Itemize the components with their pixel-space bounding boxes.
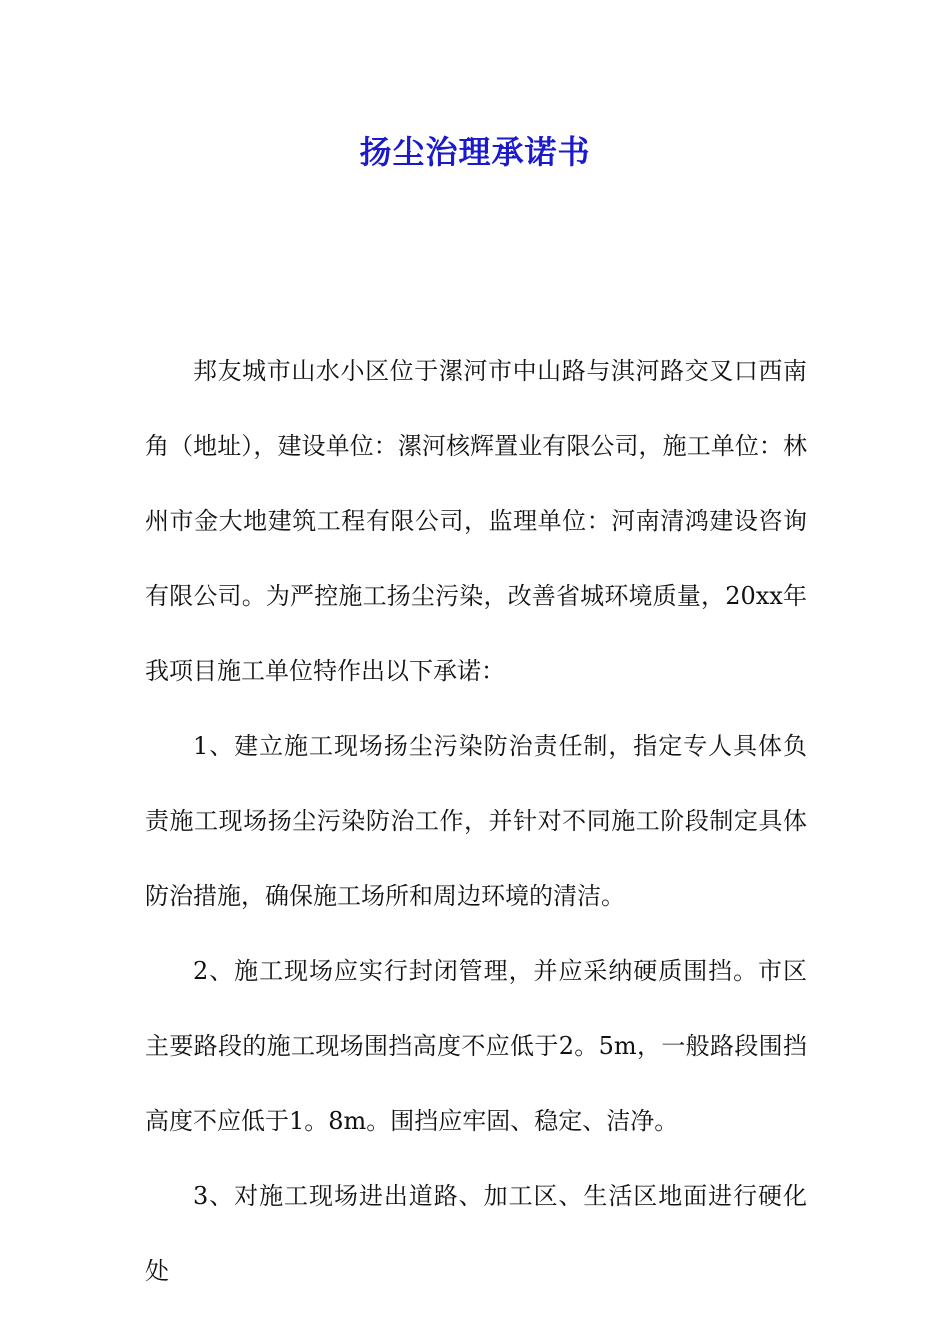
document-body xyxy=(145,334,807,1309)
paragraph-item-1: 1、建立施工现场扬尘污染防治责任制，指定专人具体负责施工现场扬尘污染防治工作，并针对不同施工阶段制定具体防治措施，确保施工场所和周边环境的清洁。 xyxy=(145,732,807,910)
paragraph-item-2: 2、施工现场应实行封闭管理，并应采纳硬质围挡。市区主要路段的施工现场围挡高度不应低于2。5m，一般路段围挡高度不应低于1。8m。围挡应牢固、稳定、洁净。 xyxy=(145,957,807,1135)
paragraph-item-3: 3、对施工现场进出道路、加工区、生活区地面进行硬化处 xyxy=(145,1182,807,1285)
paragraph-intro: 邦友城市山水小区位于漯河市中山路与淇河路交叉口西南角（地址），建设单位：漯河核辉置业有限公司，施工单位：林州市金大地建筑工程有限公司，监理单位：河南清鸿建设咨询有限公司。为严控施工扬尘污染，改善省城环境质量，20xx年我项目施工单位特作出以下承诺： xyxy=(145,357,807,685)
page-title: 扬尘治理承诺书 xyxy=(359,133,591,171)
